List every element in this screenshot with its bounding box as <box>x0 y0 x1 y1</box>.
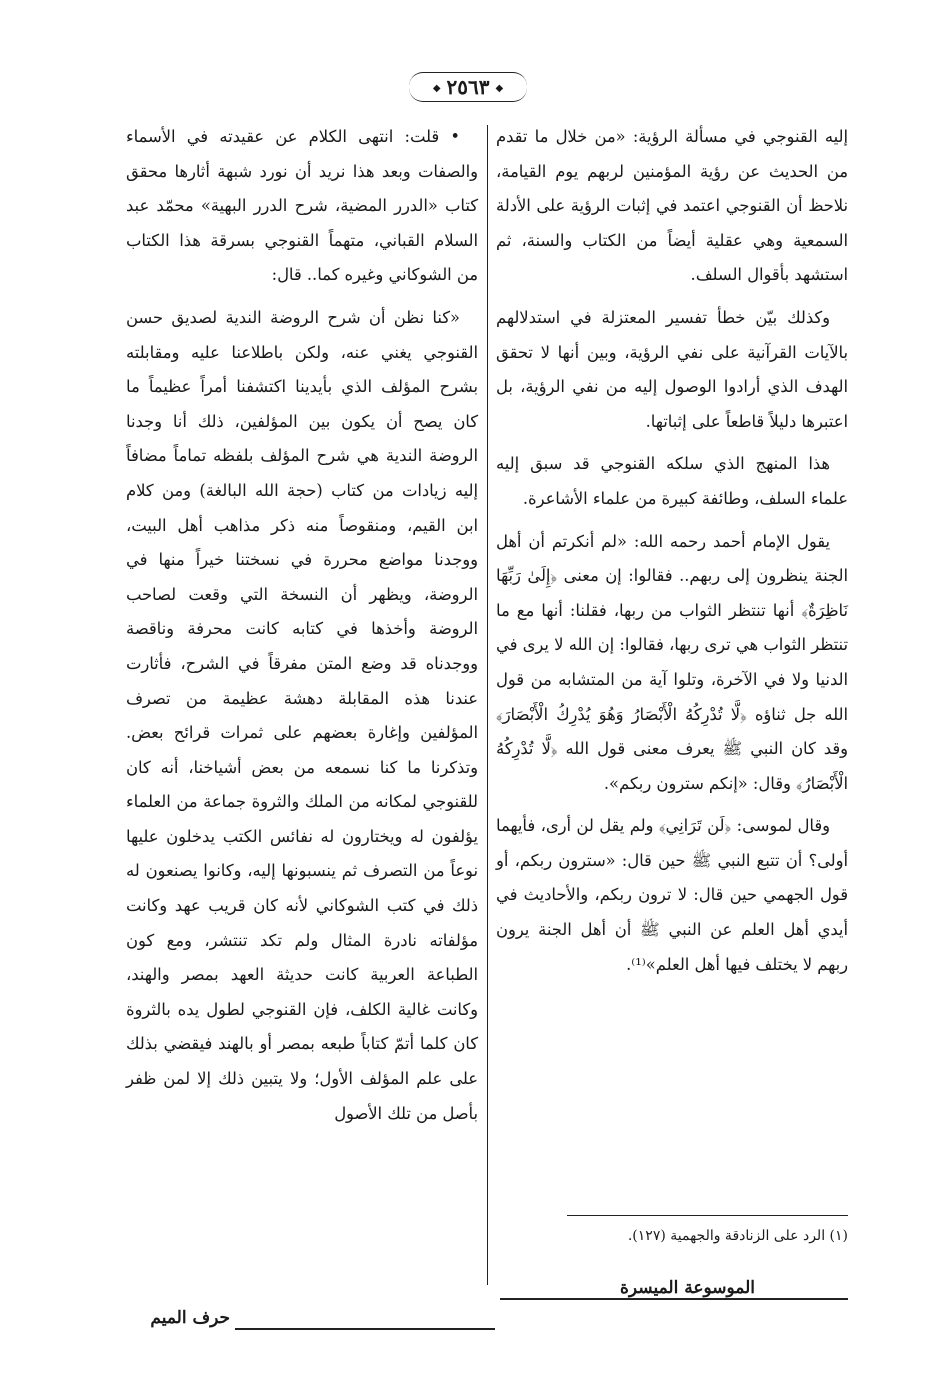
paragraph: هذا المنهج الذي سلكه القنوجي قد سبق إليه علماء السلف، وطائفة كبيرة من علماء الأشاعرة. <box>496 454 848 508</box>
footnote-rule <box>567 1215 848 1216</box>
right-column <box>496 120 848 990</box>
ornament-dot-icon: ◆ <box>432 83 441 94</box>
paragraph: يقول الإمام أحمد رحمه الله: «لم أنكرتم أن أهل الجنة ينظرون إلى ربهم.. فقالوا: إن معنى ﴿إِلَىٰ رَبِّهَا نَاظِرَةٌ﴾ أنها تنتظر الثواب من ربها، فقلنا: أنها مع ما تنتظر الثواب هي ترى ربها، فقالوا: إن الله لا يرى في الدنيا ولا في الآخرة، وتلوا آية من المتشابه من قول الله جل ثناؤه ﴿لَّا تُدْرِكُهُ الْأَبْصَارُ وَهُوَ يُدْرِكُ الْأَبْصَارَ﴾ وقد كان النبي ﷺ يعرف معنى قول الله ﴿لَّا تُدْرِكُهُ الْأَبْصَارُ﴾ وقال: «إنكم سترون ربكم». <box>496 531 848 793</box>
left-column <box>126 120 478 1139</box>
footer-section-title: حرف الميم <box>150 1308 230 1328</box>
footer-rule <box>235 1328 495 1330</box>
paragraph: وكذلك بيّن خطأ تفسير المعتزلة في استدلالهم بالآيات القرآنية على نفي الرؤية، وبين أنها لا تحقق الهدف الذي أرادوا الوصول إليه من نفي الرؤية، بل اعتبرها دليلاً قاطعاً على إثباتها. <box>496 307 848 431</box>
paragraph: • قلت: انتهى الكلام عن عقيدته في الأسماء والصفات وبعد هذا نريد أن نورد شبهة أثارها محقق كتاب «الدرر المضية، شرح الدرر البهية» محمّد عبد السلام القباني، متهماً القنوجي بسرقة هذا الكتاب من الشوكاني وغيره كما.. قال: <box>126 127 478 285</box>
footnote: (١) الرد على الزنادقة والجهمية (١٢٧). <box>627 1228 848 1244</box>
footer-encyclopedia-title: الموسوعة الميسرة <box>620 1278 756 1298</box>
ornament-dot-icon: ◆ <box>495 83 504 94</box>
page-number <box>409 72 527 102</box>
footer-rule <box>500 1298 848 1300</box>
paragraph: «كنا نظن أن شرح الروضة الندية لصديق حسن القنوجي يغني عنه، ولكن باطلاعنا عليه ومقابلته بشرح المؤلف الذي بأيدينا اكتشفنا أمراً عظيماً ما كان يصح أن يكون بين المؤلفين، ذلك أنا وجدنا الروضة الندية هي شرح المؤلف بلفظه تماماً مضافاً إليه زيادات من كتاب (حجة الله البالغة) ومن كلام ابن القيم، ومنقوصاً منه ذكر مذاهب أهل البيت، ووجدنا مواضع محررة في نسختنا خيراً منها في الروضة، ويظهر أن النسخة التي وقعت لصاحب الروضة وأخذها في كتابه كانت محرفة وناقصة ووجدناه قد وضع المتن مفرقاً في الشرح، فأثارت عندنا هذه المقابلة دهشة عظيمة من تصرف المؤلفين وإغارة بعضهم على ثمرات قرائح بعض. وتذكرنا ما كنا نسمعه من بعض أشياخنا، أنه كان للقنوجي لمكانه من الملك والثروة جماعة من العلماء يؤلفون له ويختارون له نفائس الكتب يدخلون عليها نوعاً من التصرف ثم ينسبونها إليه، وكانوا يصنعون له ذلك في كتب الشوكاني لأنه كان قريب عهد وكانت مؤلفاته نادرة المثال ولم تكد تنتشر، ومع كون الطباعة العربية كانت حديثة العهد بمصر والهند، وكانت غالية الكلف، فإن القنوجي لطول يده بالثروة كان كلما أتمّ كتاباً طبعه بمصر أو بالهند فيقضي بذلك على علم المؤلف الأول؛ ولا يتبين ذلك إلا لمن ظفر بأصل من تلك الأصول <box>126 307 478 1123</box>
paragraph: إليه القنوجي في مسألة الرؤية: «من خلال ما تقدم من الحديث عن رؤية المؤمنين لربهم يوم القيامة، نلاحظ أن القنوجي اعتمد في إثبات الرؤية على الأدلة السمعية وهي عقلية أيضاً من الكتاب والسنة، ثم استشهد بأقوال السلف. <box>496 127 848 285</box>
column-divider <box>487 125 488 1285</box>
page-header <box>0 72 936 102</box>
paragraph: وقال لموسى: ﴿لَن تَرَانِي﴾ ولم يقل لن أرى، فأيهما أولى؟ أن تتبع النبي ﷺ حين قال: «سترون ربكم، أو قول الجهمي حين قال: لا ترون ربكم، والأحاديث في أيدي أهل العلم عن النبي ﷺ أن أهل الجنة يرون ربهم لا يختلف فيها أهل العلم»⁽¹⁾. <box>496 816 848 974</box>
page-number-text: ٢٥٦٣ <box>446 75 490 99</box>
